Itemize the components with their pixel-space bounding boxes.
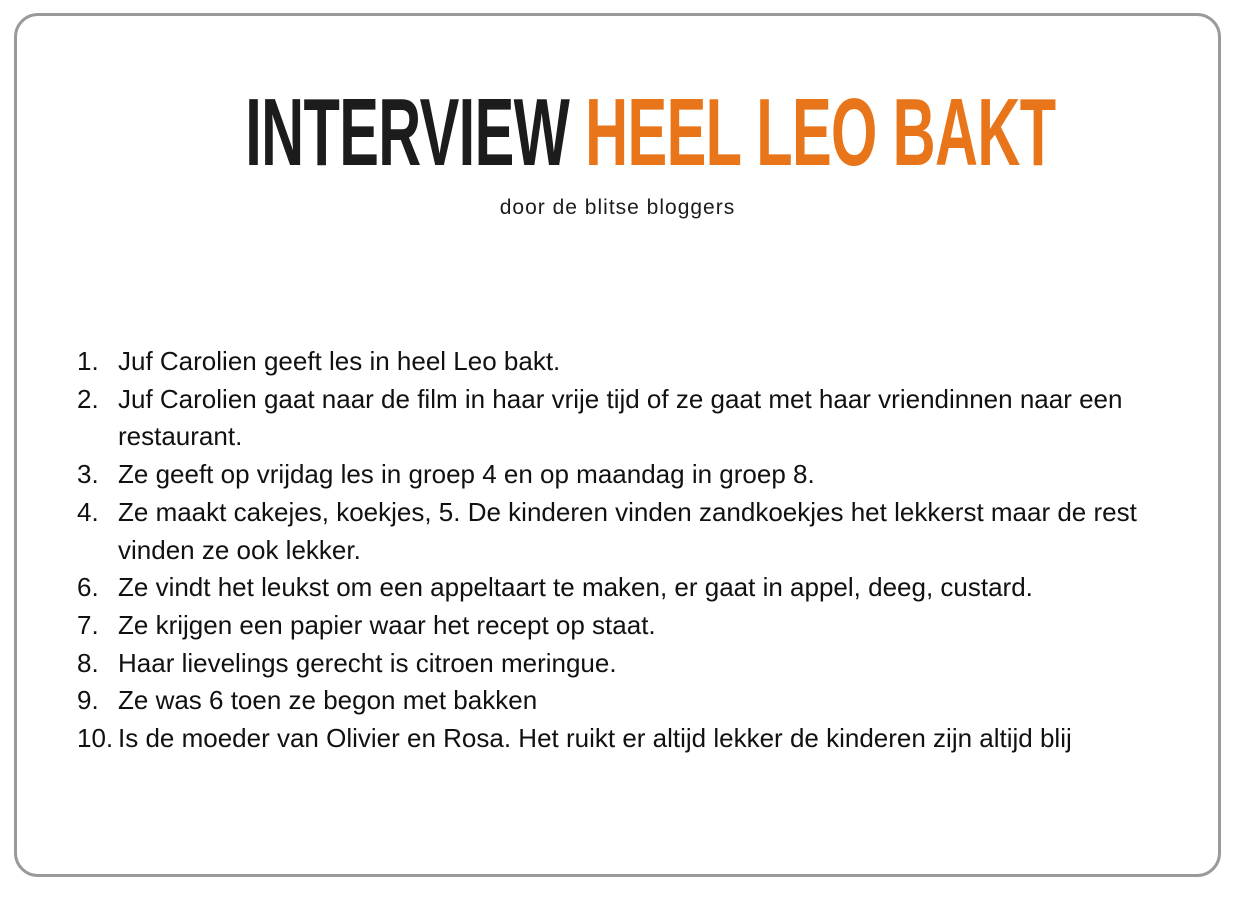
answer-text: Ze geeft op vrijdag les in groep 4 en op maandag in groep 8.	[118, 459, 815, 490]
title-heel-leo-bakt: HEEL LEO BAKT	[585, 79, 1056, 186]
answer-number: 4.	[77, 496, 99, 527]
answer-item	[77, 343, 1187, 381]
answer-item	[77, 494, 1187, 569]
answer-text: Juf Carolien geeft les in heel Leo bakt.	[118, 346, 561, 376]
answer-text: Ze was 6 toen ze begon met bakken	[118, 685, 538, 716]
subtitle: door de blitse bloggers	[499, 196, 736, 219]
answer-number: 1.	[77, 346, 99, 376]
answer-number: 3.	[77, 459, 99, 490]
answer-number: 10.	[77, 723, 114, 754]
answer-number: 8.	[77, 647, 99, 678]
title-interview: INTERVIEW	[245, 79, 570, 186]
answer-item	[77, 720, 1187, 758]
answer-text: Juf Carolien gaat naar de film in haar vrije tijd of ze gaat met haar vriendinnen naar een restaurant.	[118, 383, 1123, 452]
interview-card	[14, 13, 1221, 877]
answer-number: 9.	[77, 685, 99, 716]
answer-item	[77, 456, 1187, 494]
page-title	[245, 78, 1056, 188]
answer-list	[77, 343, 1187, 758]
answer-item	[77, 645, 1187, 683]
answer-text: Ze maakt cakejes, koekjes, 5. De kinderen vinden zandkoekjes het lekkerst maar de rest vinden ze ook lekker.	[118, 496, 1137, 565]
answer-item	[77, 381, 1187, 456]
answer-item	[77, 569, 1187, 607]
answer-number: 7.	[77, 609, 99, 640]
answer-item	[77, 607, 1187, 645]
answer-text: Is de moeder van Olivier en Rosa. Het ruikt er altijd lekker de kinderen zijn altijd blij	[118, 723, 1072, 754]
answer-number: 2.	[77, 383, 99, 414]
answer-text: Ze krijgen een papier waar het recept op staat.	[118, 609, 656, 640]
answer-text: Haar lievelings gerecht is citroen meringue.	[118, 647, 617, 678]
answer-number: 6.	[77, 572, 99, 603]
answer-item	[77, 682, 1187, 720]
answer-text: Ze vindt het leukst om een appeltaart te maken, er gaat in appel, deeg, custard.	[118, 572, 1033, 603]
